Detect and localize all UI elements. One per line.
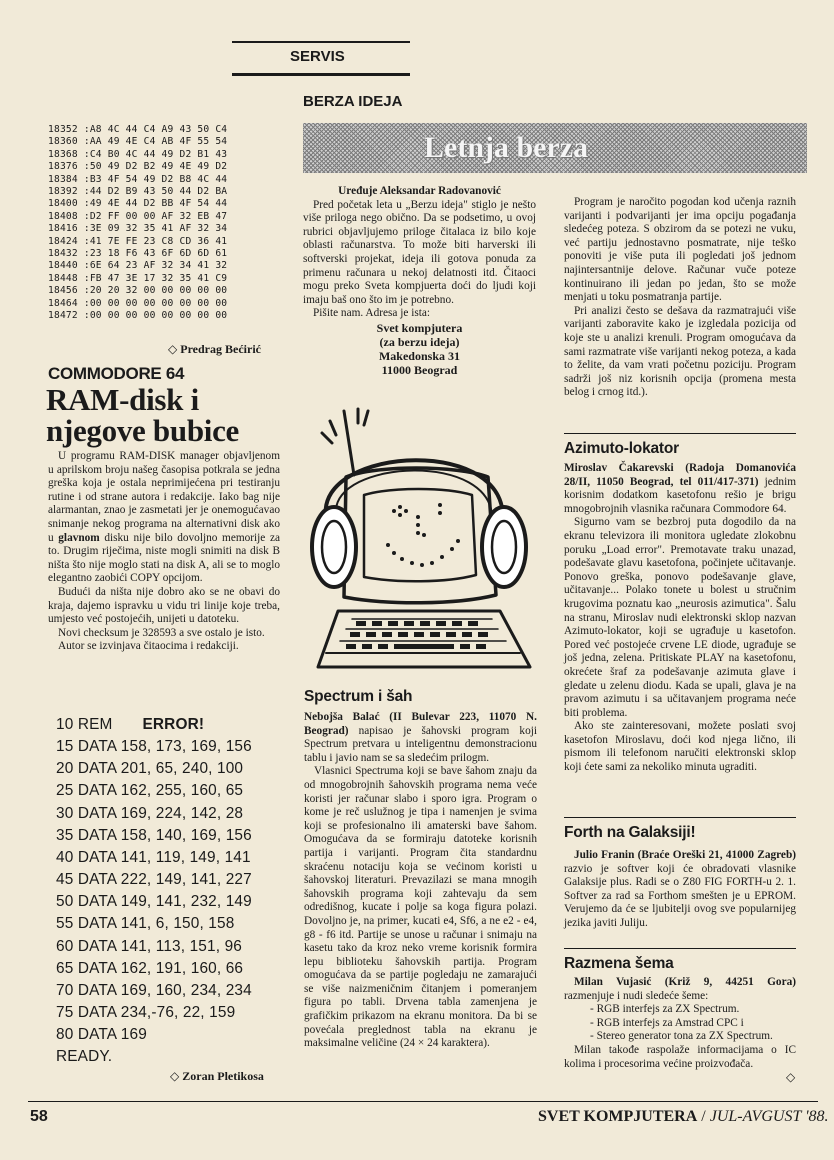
hex-row: 18448 :FB 47 3E 17 32 35 41 C9 [48, 272, 228, 284]
exchange-body: Milan Vujasić (Križ 9, 44251 Gora) razmenjuje i nudi sledeće šeme: - RGB interfejs za ZX Spectrum. - RGB interfejs za Amstrad CPC i - Stereo generator tona za ZX Spectrum. Milan takođe raspolaže informacijama o IC kolima i procesorima većine proizvođača. [564, 976, 796, 1070]
listing-line: 55 DATA 141, 6, 150, 158 [56, 915, 235, 933]
listing-line: READY. [56, 1048, 113, 1066]
listing-line: 25 DATA 162, 255, 160, 65 [56, 782, 244, 800]
column-editor: Uređuje Aleksandar Radovanović [338, 185, 501, 197]
forth-body: Julio Franin (Braće Oreški 21, 41000 Zagreb) razvio je softver koji će obradovati vlasnike Galaksije plus. Radi se o Z80 FIG FORTH-u 2. 1. Softver za rad sa Forthom smešten je u EPROM. Verujemo da će se ljubitelji ovog sve popularnijeg jezika javiti Juliju. [564, 849, 796, 929]
listing-line: 50 DATA 149, 141, 232, 149 [56, 893, 252, 911]
list-item: - Stereo generator tona za ZX Spectrum. [590, 1030, 773, 1043]
error-label: ERROR! [142, 716, 205, 733]
keyboard-keys [346, 621, 488, 649]
hex-row: 18376 :50 49 D2 B2 49 4E 49 D2 [48, 161, 228, 173]
hex-row: 18472 :00 00 00 00 00 00 00 00 [48, 310, 228, 322]
listing-line: 40 DATA 141, 119, 149, 141 [56, 848, 251, 866]
listing-line: 70 DATA 169, 160, 234, 234 [56, 981, 252, 999]
ramdisk-body: U programu RAM-DISK manager objavljenom u aprilskom broju našeg časopisa potkrala se jedna greška koja je ostala neprimijećena pri testiranju rutine i od strane autora i redakcije. Iako bag nije alarmantan, znao je zasmetati jer je onemogućavao snimanje nekog programa na alternativni disk ako u glavnom disku nije bilo dovoljno memorije za to. Drugim riječima, niste mogli snimiti na disk B ništa što nije moglo stati na disk A, ali se to moglo elegantno zaobići COPY opcijom. Budući da ništa nije dobro ako se ne obavi do kraja, dajemo ispravku u vidu tri linije koje treba, umjesto već postojećih, unijeti u datoteku. Novi checksum je 328593 a sve ostalo je isto. Autor se izvinjava čitaocima i redakciji. [48, 450, 280, 653]
hex-row: 18416 :3E 09 32 35 41 AF 32 34 [48, 223, 228, 235]
ramdisk-author: ◇ Zoran Pletikosa [170, 1069, 264, 1083]
listing-line: 60 DATA 141, 113, 151, 96 [56, 937, 243, 955]
schematics-list [564, 1003, 796, 1044]
azimuth-body: Miroslav Čakarevski (Radoja Domanovića 28/II, 11050 Beograd, tel 011/417-371) jednim korisnim dodatkom kasetofonu rešio je brigu mnogobrojnih vlasnika računara Commodore 64. Sigurno vam se bezbroj puta dogodilo da na ekranu televizora ili monitora ugledate zlokobnu poruku „Load error". Premotavate traku unazad, podešavate glavu kasetofona, počinjete učitavanje. Ponovo greška, ponovo podešavanje glave, učitavanje... Polako tonete u bolest u stručnim krugovima poznatu kao „neurosis azimutica". Šalu na stranu, Miroslav nudi elektronski sklop nazvan Azimuto-lokator, koji se ugrađuje u kasetofon. Pored već postojeće crvene LE diode, ugrađuje se još jedna, zelena. Pritiskate PLAY na kasetofonu, okrećete šraf za podešavanje azimuta glave i gledate u zelenu diodu. Kada se upali, glava je na pravom azimutu i sa učitavanjem programa neće biti problema. Ako ste zainteresovani, možete poslati svoj kasetofon Miroslavu, doći kod njega lično, ili pismom ili telefonom naručiti elektronski sklop koji ćete sami za nekoliko minuta ugraditi. [564, 462, 796, 774]
mail-address: Svet kompjutera (za berzu ideja) Makedonska 31 11000 Beograd [376, 320, 463, 377]
hex-author: ◇ Predrag Bećirić [168, 342, 261, 356]
list-item: - RGB interfejs za ZX Spectrum. [590, 1003, 740, 1016]
exchange-title: Razmena šema [564, 955, 674, 972]
footer-masthead: SVET KOMPJUTERA / JUL-AVGUST '88. [538, 1108, 829, 1125]
column-title: BERZA IDEJA [303, 93, 403, 110]
listing-line: 35 DATA 158, 140, 169, 156 [56, 826, 252, 844]
chess-continued: Program je naročito pogodan kod učenja raznih varijanti i podvarijanti jer ima opciju pogađanja sledećeg poteza. S obzirom da se potezi ne vuku, već partiju jednostavno posmatrate, nije teško ponoviti je više puta ili pogledati još jednom najintersantnije delove. Računar vuče poteze kontinuirano ili jedan po jedan, što se može menjati u toku posmatranja partije. Pri analizi često se dešava da razmatrajući više varijanti zaboravite kako je izgledala pozicija od koje ste u analizi krenuli. Program omogućava da sami razmatrate više varijanti nekog poteza, a kada to želite, da vam vrati početnu poziciju. Program sadrži još niz korisnih opcija (promena mesta belog i crnog itd.). [564, 196, 796, 399]
page-number: 58 [30, 1108, 48, 1125]
computer-with-headphones-illustration [306, 405, 542, 685]
intro-block: Uređuje Aleksandar Radovanović Pred početak leta u „Berzu ideja" stiglo je nešto više priloga nego obično. Da se podsetimo, u ovoj rubrici objavljujemo priloge čitalaca iz bilo koje oblasti računarstva. To može biti harverski ili softverski projekat, ideja ili gotova ponuda za primenu računara u nekoj delatnosti itd. Čitaoci mogu preko Sveta kompjuerta doći do ljudi koji imaju baš ono što im je potrebno. Pišite nam. Adresa je ista: Svet kompjutera (za berzu ideja) Makedonska 31 11000 Beograd [303, 185, 536, 377]
banner-title: Letnja berza [424, 131, 589, 164]
chess-title: Spectrum i šah [304, 688, 413, 705]
hex-row: 18360 :AA 49 4E C4 AB 4F 55 54 [48, 136, 228, 148]
header-rule-top [232, 41, 410, 43]
hex-row: 18384 :B3 4F 54 49 D2 B8 4C 44 [48, 173, 228, 185]
listing-line: 75 DATA 234,-76, 22, 159 [56, 1004, 236, 1022]
chess-body: Nebojša Balać (II Bulevar 223, 11070 N. Beograd) napisao je šahovski program koji Spectrum pretvara u inteligentnu demonstracionu tablu i javio nam se sa sledećim prilogm. Vlasnici Spectruma koji se bave šahom znaju da od mnogobrojnih šahovskih programa nema veće koristi jer računar slabo i sporo igra. Program o kome je reč uslužnog je tipa i namenjen je svima koji se profesionalno ili amaterski bave šahom. Omogućava da se formiraju datoteke korisnih partija i varijanti. Program čita standardnu skraćenu notaciju koja se većinom koristi u šahovskoj literaturi. Prevazilazi se mana mnogih šahovskih programa koji zahtevaju da sem odredišnog, kucate i polje sa koga figura polazi. Dovoljno je, na primer, kucati e4, Sf6, a ne e2 - e4, g8 - f6 itd. Partije se unose u računar i snimaju na kasetu tako da kroz neko vreme korisnik formira lepu biblioteku šahovskih partija. Program omogućava da se partije pogledaju ne zamarajući se više naizmeničnim čitanjem i pomeranjem figura po tabli. Drvena tabla zamenjena je grafičkim prikazom na ekranu monitora. Da bi se povećala preglednost tabla na ekranu je maksimalne veličine (24 × 24 karaktera). [304, 711, 537, 1050]
basic-listing: 10 REM ERROR! 15 DATA 158, 173, 169, 156 20 DATA 201, 65, 240, 100 25 DATA 162, 255, 160, 65 30 DATA 169, 224, 142, 28 35 DATA 158, 140, 169, 156 40 DATA 141, 119, 149, 141 45 DATA 222, 149, 141, 227 50 DATA 149, 141, 232, 149 55 DATA 141, 6, 150, 158 60 DATA 141, 113, 151, 96 65 DATA 162, 191, 160, 66 70 DATA 169, 160, 234, 234 75 DATA 234,-76, 22, 159 80 DATA 169 READY. [56, 714, 252, 1069]
listing-line: 15 DATA 158, 173, 169, 156 [56, 738, 252, 756]
forth-rule [564, 817, 796, 818]
forth-title: Forth na Galaksiji! [564, 824, 696, 841]
hex-row: 18432 :23 18 F6 43 6F 6D 6D 61 [48, 248, 228, 260]
hex-row: 18408 :D2 FF 00 00 AF 32 EB 47 [48, 210, 228, 222]
section-label: SERVIS [290, 48, 345, 65]
header-rule-bottom [232, 73, 410, 76]
hex-row: 18456 :20 20 32 00 00 00 00 00 [48, 285, 228, 297]
hex-row: 18392 :44 D2 B9 43 50 44 D2 BA [48, 186, 228, 198]
listing-line: 30 DATA 169, 224, 142, 28 [56, 804, 244, 822]
listing-line: 20 DATA 201, 65, 240, 100 [56, 760, 244, 778]
hex-row: 18368 :C4 B0 4C 44 49 D2 B1 43 [48, 148, 228, 160]
diamond-icon: ◇ [170, 1069, 180, 1083]
azimuth-title: Azimuto-lokator [564, 440, 679, 457]
listing-line: 45 DATA 222, 149, 141, 227 [56, 871, 252, 889]
diamond-icon: ◇ [168, 342, 178, 356]
azimuth-rule [564, 433, 796, 434]
hex-dump [48, 124, 227, 323]
listing-line: 80 DATA 169 [56, 1026, 147, 1044]
hex-row: 18424 :41 7E FE 23 C8 CD 36 41 [48, 235, 228, 247]
list-item: - RGB interfejs za Amstrad CPC i [590, 1016, 744, 1029]
article-kicker: COMMODORE 64 [48, 364, 185, 383]
footer-rule [28, 1101, 818, 1102]
article-title: RAM-disk i njegove bubice [46, 382, 239, 448]
hex-row: 18464 :00 00 00 00 00 00 00 00 [48, 297, 228, 309]
hex-row: 18400 :49 4E 44 D2 BB 4F 54 44 [48, 198, 228, 210]
exchange-rule [564, 948, 796, 949]
end-mark-icon: ◇ [786, 1070, 796, 1084]
listing-lines [56, 736, 252, 1068]
hex-row: 18352 :A8 4C 44 C4 A9 43 50 C4 [48, 124, 228, 135]
listing-line: 65 DATA 162, 191, 160, 66 [56, 959, 244, 977]
hex-row: 18440 :6E 64 23 AF 32 34 41 32 [48, 260, 228, 272]
